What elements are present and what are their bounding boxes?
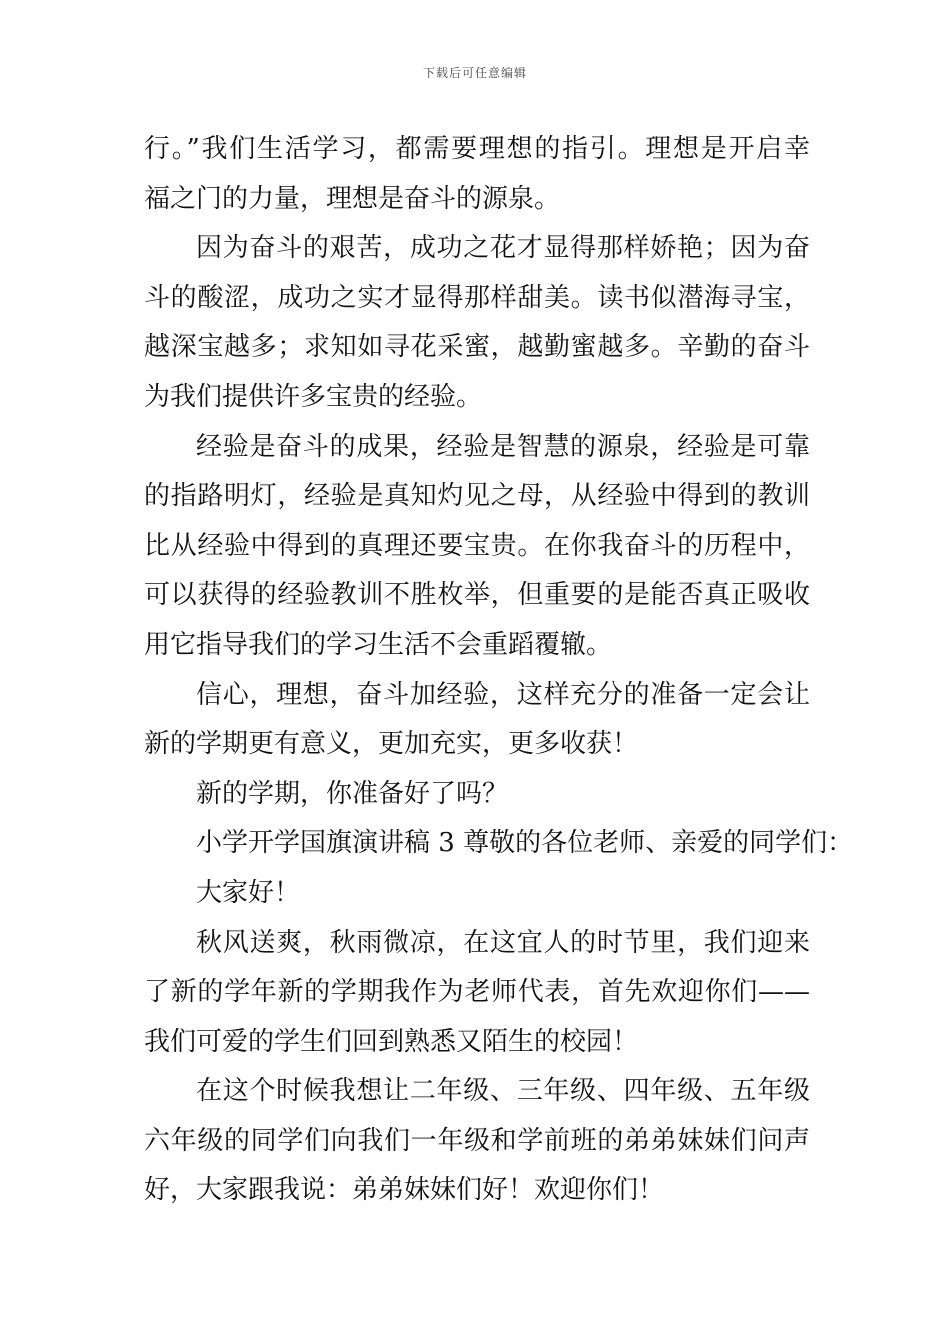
text-line: 我们可爱的学生们回到熟悉又陌生的校园！ <box>144 1026 639 1057</box>
text-line: 为我们提供许多宝贵的经验。 <box>144 381 483 412</box>
text-line: 因为奋斗的艰苦，成功之花才显得那样娇艳；因为奋 <box>196 233 810 264</box>
text-line: 大家好！ <box>196 877 301 908</box>
text-line: 斗的酸涩，成功之实才显得那样甜美。读书似潜海寻宝， <box>144 282 810 313</box>
text-line: 可以获得的经验教训不胜枚举，但重要的是能否真正吸收 <box>144 580 810 611</box>
document-body <box>144 125 854 1216</box>
text-line: 的指路明灯，经验是真知灼见之母，从经验中得到的教训 <box>144 481 810 512</box>
text-line: 福之门的力量，理想是奋斗的源泉。 <box>144 183 561 214</box>
text-line: 小学开学国旗演讲稿 3 尊敬的各位老师、亲爱的同学们： <box>196 828 854 859</box>
text-line: 越深宝越多；求知如寻花采蜜，越勤蜜越多。辛勤的奋斗 <box>144 332 810 363</box>
text-line: 行。”我们生活学习，都需要理想的指引。理想是开启幸 <box>144 134 810 164</box>
text-line: 新的学期更有意义，更加充实，更多收获！ <box>144 729 639 760</box>
text-line: 比从经验中得到的真理还要宝贵。在你我奋斗的历程中， <box>144 530 810 561</box>
text-line: 了新的学年新的学期我作为老师代表，首先欢迎你们—— <box>144 977 810 1008</box>
text-line: 六年级的同学们向我们一年级和学前班的弟弟妹妹们问声 <box>144 1125 810 1156</box>
text-line: 好，大家跟我说：弟弟妹妹们好！欢迎你们！ <box>144 1175 665 1206</box>
text-line: 经验是奋斗的成果，经验是智慧的源泉，经验是可靠 <box>196 431 810 462</box>
text-line: 在这个时候我想让二年级、三年级、四年级、五年级 <box>196 1076 810 1107</box>
text-line: 秋风送爽，秋雨微凉，在这宜人的时节里，我们迎来 <box>196 927 810 958</box>
text-line: 新的学期，你准备好了吗？ <box>196 778 509 809</box>
text-line: 信心，理想，奋斗加经验，这样充分的准备一定会让 <box>196 679 810 710</box>
header-note: 下载后可任意编辑 <box>422 66 527 80</box>
text-line: 用它指导我们的学习生活不会重蹈覆辙。 <box>144 629 613 660</box>
